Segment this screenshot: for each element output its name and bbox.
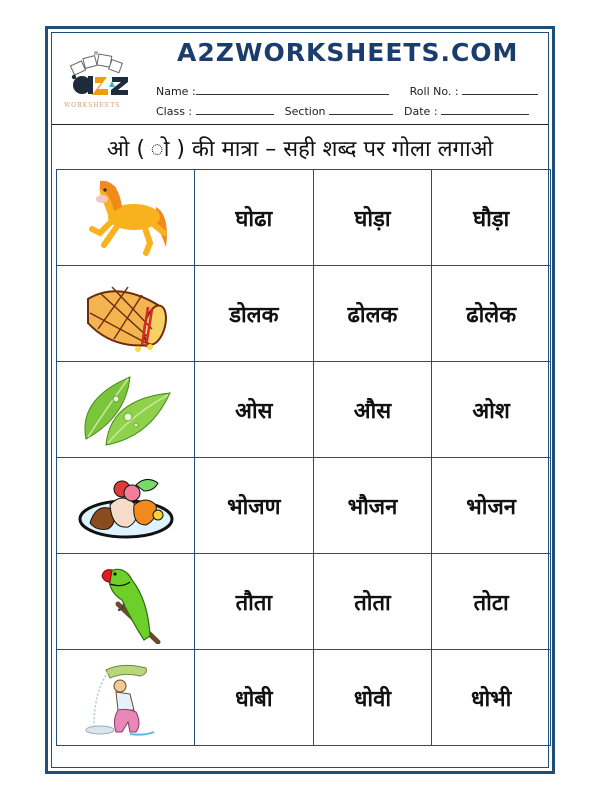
- logo-tagline: WORKSHEETS: [64, 102, 121, 109]
- word-choice-table: [56, 169, 551, 746]
- word-option[interactable]: धोवी: [313, 650, 432, 746]
- worksheet-inner-frame: [51, 32, 549, 768]
- picture-cell: [57, 554, 195, 650]
- table-row: [57, 458, 551, 554]
- site-title: A2ZWORKSHEETS.COM: [177, 38, 519, 67]
- table-row: [57, 266, 551, 362]
- word-option[interactable]: ढोलक: [313, 266, 432, 362]
- worksheet-frame: [45, 26, 555, 774]
- table-row: [57, 554, 551, 650]
- dew-leaves-icon: [76, 369, 176, 451]
- picture-cell: [57, 362, 195, 458]
- roll-number-field[interactable]: [462, 84, 538, 95]
- date-label: Date :: [404, 105, 438, 118]
- table-row: [57, 650, 551, 746]
- word-option[interactable]: धोबी: [195, 650, 314, 746]
- dholak-drum-icon: [78, 273, 174, 355]
- word-option[interactable]: ओश: [432, 362, 551, 458]
- class-section-date-row: [156, 104, 529, 118]
- header-divider: [52, 124, 548, 125]
- word-option[interactable]: भौजन: [313, 458, 432, 554]
- word-option[interactable]: तौता: [195, 554, 314, 650]
- word-option[interactable]: घौड़ा: [432, 170, 551, 266]
- word-option[interactable]: तोटा: [432, 554, 551, 650]
- word-option[interactable]: तोता: [313, 554, 432, 650]
- class-field[interactable]: [196, 104, 274, 115]
- word-option[interactable]: भोजन: [432, 458, 551, 554]
- roll-number-label: Roll No. :: [409, 85, 459, 98]
- word-option[interactable]: घोड़ा: [313, 170, 432, 266]
- class-label: Class :: [156, 105, 193, 118]
- picture-cell: [57, 266, 195, 362]
- section-field[interactable]: [329, 104, 393, 115]
- table-row: [57, 170, 551, 266]
- section-label: Section: [284, 105, 326, 118]
- word-option[interactable]: औस: [313, 362, 432, 458]
- food-plate-icon: [76, 465, 176, 547]
- name-label: Name :: [156, 85, 196, 98]
- picture-cell: [57, 458, 195, 554]
- picture-cell: [57, 650, 195, 746]
- instruction-heading: ओ ( ो ) की मात्रा – सही शब्द पर गोला लगाओ: [106, 137, 494, 162]
- word-option[interactable]: धोभी: [432, 650, 551, 746]
- word-option[interactable]: ओस: [195, 362, 314, 458]
- date-field[interactable]: [441, 104, 529, 115]
- name-roll-row: [156, 84, 538, 98]
- word-option[interactable]: डोलक: [195, 266, 314, 362]
- picture-cell: [57, 170, 195, 266]
- table-row: [57, 362, 551, 458]
- parrot-icon: [78, 560, 174, 644]
- word-option[interactable]: ढोलेक: [432, 266, 551, 362]
- a2z-logo: [62, 47, 138, 111]
- word-option[interactable]: भोजण: [195, 458, 314, 554]
- word-option[interactable]: घोढा: [195, 170, 314, 266]
- name-field[interactable]: [196, 84, 389, 95]
- washerman-icon: [78, 656, 174, 740]
- horse-icon: [78, 177, 174, 259]
